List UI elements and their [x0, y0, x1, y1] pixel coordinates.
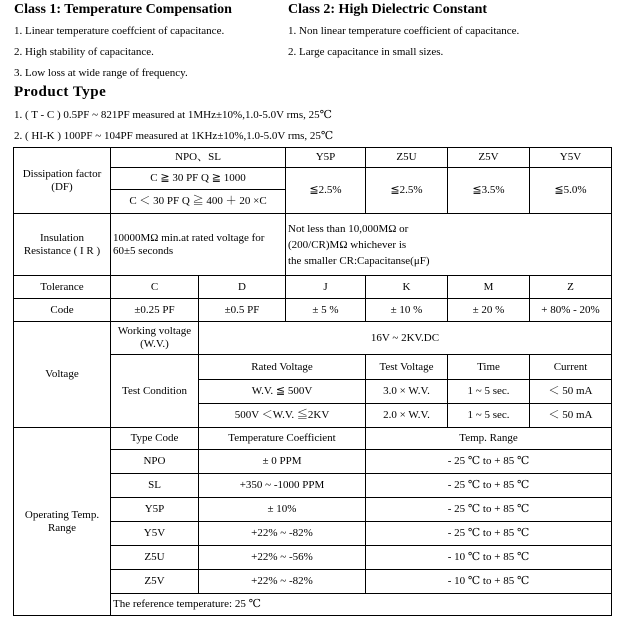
- product-type-line: 1. ( T - C ) 0.5PF ~ 821PF measured at 1MHz±10%,1.0-5.0V rms, 25℃: [14, 109, 332, 121]
- test-current: ＜ 50 mA: [530, 404, 612, 428]
- code-value: + 80% - 20%: [530, 299, 612, 322]
- df-value: ≦2.5%: [366, 168, 448, 214]
- test-condition-label: Test Condition: [111, 355, 199, 428]
- df-header: Y5V: [530, 148, 612, 168]
- voltage-header: Time: [448, 355, 530, 380]
- class2-item: 2. Large capacitance in small sizes.: [288, 46, 444, 58]
- ir-text-class2: [286, 214, 612, 276]
- class1-title: Class 1: Temperature Compensation: [14, 2, 232, 17]
- df-value: ≦2.5%: [286, 168, 366, 214]
- op-temp-range: - 25 ℃ to + 85 ℃: [366, 498, 612, 522]
- test-current: ＜ 50 mA: [530, 380, 612, 404]
- df-condition: C ≧ 30 PF Q ≧ 1000: [111, 168, 286, 190]
- voltage-header: Current: [530, 355, 612, 380]
- class2-item: 1. Non linear temperature coefficient of capacitance.: [288, 25, 520, 37]
- class1-item: 3. Low loss at wide range of frequency.: [14, 67, 188, 79]
- op-type-code: Y5V: [111, 522, 199, 546]
- df-npo-sl: NPO、SL: [111, 148, 286, 168]
- ir-text-line: the smaller CR:Capacitanse(μF): [288, 254, 430, 267]
- voltage-header: Rated Voltage: [199, 355, 366, 380]
- reference-temperature-note: The reference temperature: 25 ℃: [111, 594, 612, 616]
- op-temp-coeff: ± 10%: [199, 498, 366, 522]
- tolerance-code: M: [448, 276, 530, 299]
- df-value: ≦5.0%: [530, 168, 612, 214]
- op-temp-range: - 25 ℃ to + 85 ℃: [366, 450, 612, 474]
- tolerance-label: Tolerance: [14, 276, 111, 299]
- op-type-code: Z5V: [111, 570, 199, 594]
- test-voltage: 3.0 × W.V.: [366, 380, 448, 404]
- op-temp-coeff: +22% ~ -56%: [199, 546, 366, 570]
- op-header: Type Code: [111, 428, 199, 450]
- code-label: Code: [14, 299, 111, 322]
- ir-text-line: Not less than 10,000MΩ or: [288, 222, 409, 235]
- op-temp-coeff: +22% ~ -82%: [199, 570, 366, 594]
- op-type-code: Y5P: [111, 498, 199, 522]
- tolerance-code: K: [366, 276, 448, 299]
- op-temp-range: - 10 ℃ to + 85 ℃: [366, 546, 612, 570]
- rated-voltage: 500V ＜W.V. ≦2KV: [199, 404, 366, 428]
- op-type-code: SL: [111, 474, 199, 498]
- df-header: Z5V: [448, 148, 530, 168]
- ir-text-line: (200/CR)MΩ whichever is: [288, 238, 407, 251]
- df-condition: C ＜ 30 PF Q ≧ 400 ＋ 20 ×C: [111, 190, 286, 214]
- df-value: ≦3.5%: [448, 168, 530, 214]
- test-voltage: 2.0 × W.V.: [366, 404, 448, 428]
- op-header: Temperature Coefficient: [199, 428, 366, 450]
- df-header: Z5U: [366, 148, 448, 168]
- class1-item: 1. Linear temperature coeffcient of capacitance.: [14, 25, 225, 37]
- ir-text-class1: 10000MΩ min.at rated voltage for 60±5 seconds: [111, 214, 286, 276]
- test-time: 1 ~ 5 sec.: [448, 404, 530, 428]
- df-header: Y5P: [286, 148, 366, 168]
- tolerance-code: C: [111, 276, 199, 299]
- operating-temp-label: Operating Temp. Range: [14, 428, 111, 616]
- tolerance-code: J: [286, 276, 366, 299]
- code-value: ± 5 %: [286, 299, 366, 322]
- op-type-code: Z5U: [111, 546, 199, 570]
- code-value: ±0.25 PF: [111, 299, 199, 322]
- df-label: Dissipation factor (DF): [14, 148, 111, 214]
- code-value: ± 20 %: [448, 299, 530, 322]
- op-type-code: NPO: [111, 450, 199, 474]
- working-voltage-label: Working voltage (W.V.): [111, 322, 199, 355]
- op-temp-range: - 10 ℃ to + 85 ℃: [366, 570, 612, 594]
- op-temp-coeff: +22% ~ -82%: [199, 522, 366, 546]
- tolerance-code: Z: [530, 276, 612, 299]
- code-value: ± 10 %: [366, 299, 448, 322]
- voltage-header: Test Voltage: [366, 355, 448, 380]
- spec-table: [13, 147, 612, 616]
- test-time: 1 ~ 5 sec.: [448, 380, 530, 404]
- class2-title: Class 2: High Dielectric Constant: [288, 2, 488, 17]
- voltage-label: Voltage: [14, 322, 111, 428]
- product-type-line: 2. ( HI-K ) 100PF ~ 104PF measured at 1KHz±10%,1.0-5.0V rms, 25℃: [14, 130, 334, 142]
- op-temp-coeff: ± 0 PPM: [199, 450, 366, 474]
- op-temp-range: - 25 ℃ to + 85 ℃: [366, 522, 612, 546]
- tolerance-code: D: [199, 276, 286, 299]
- op-temp-coeff: +350 ~ -1000 PPM: [199, 474, 366, 498]
- working-voltage-value: 16V ~ 2KV.DC: [199, 322, 612, 355]
- op-temp-range: - 25 ℃ to + 85 ℃: [366, 474, 612, 498]
- class1-item: 2. High stability of capacitance.: [14, 46, 154, 58]
- code-value: ±0.5 PF: [199, 299, 286, 322]
- op-header: Temp. Range: [366, 428, 612, 450]
- ir-label: Insulation Resistance ( I R ): [14, 214, 111, 276]
- rated-voltage: W.V. ≦ 500V: [199, 380, 366, 404]
- product-type-title: Product Type: [14, 84, 107, 100]
